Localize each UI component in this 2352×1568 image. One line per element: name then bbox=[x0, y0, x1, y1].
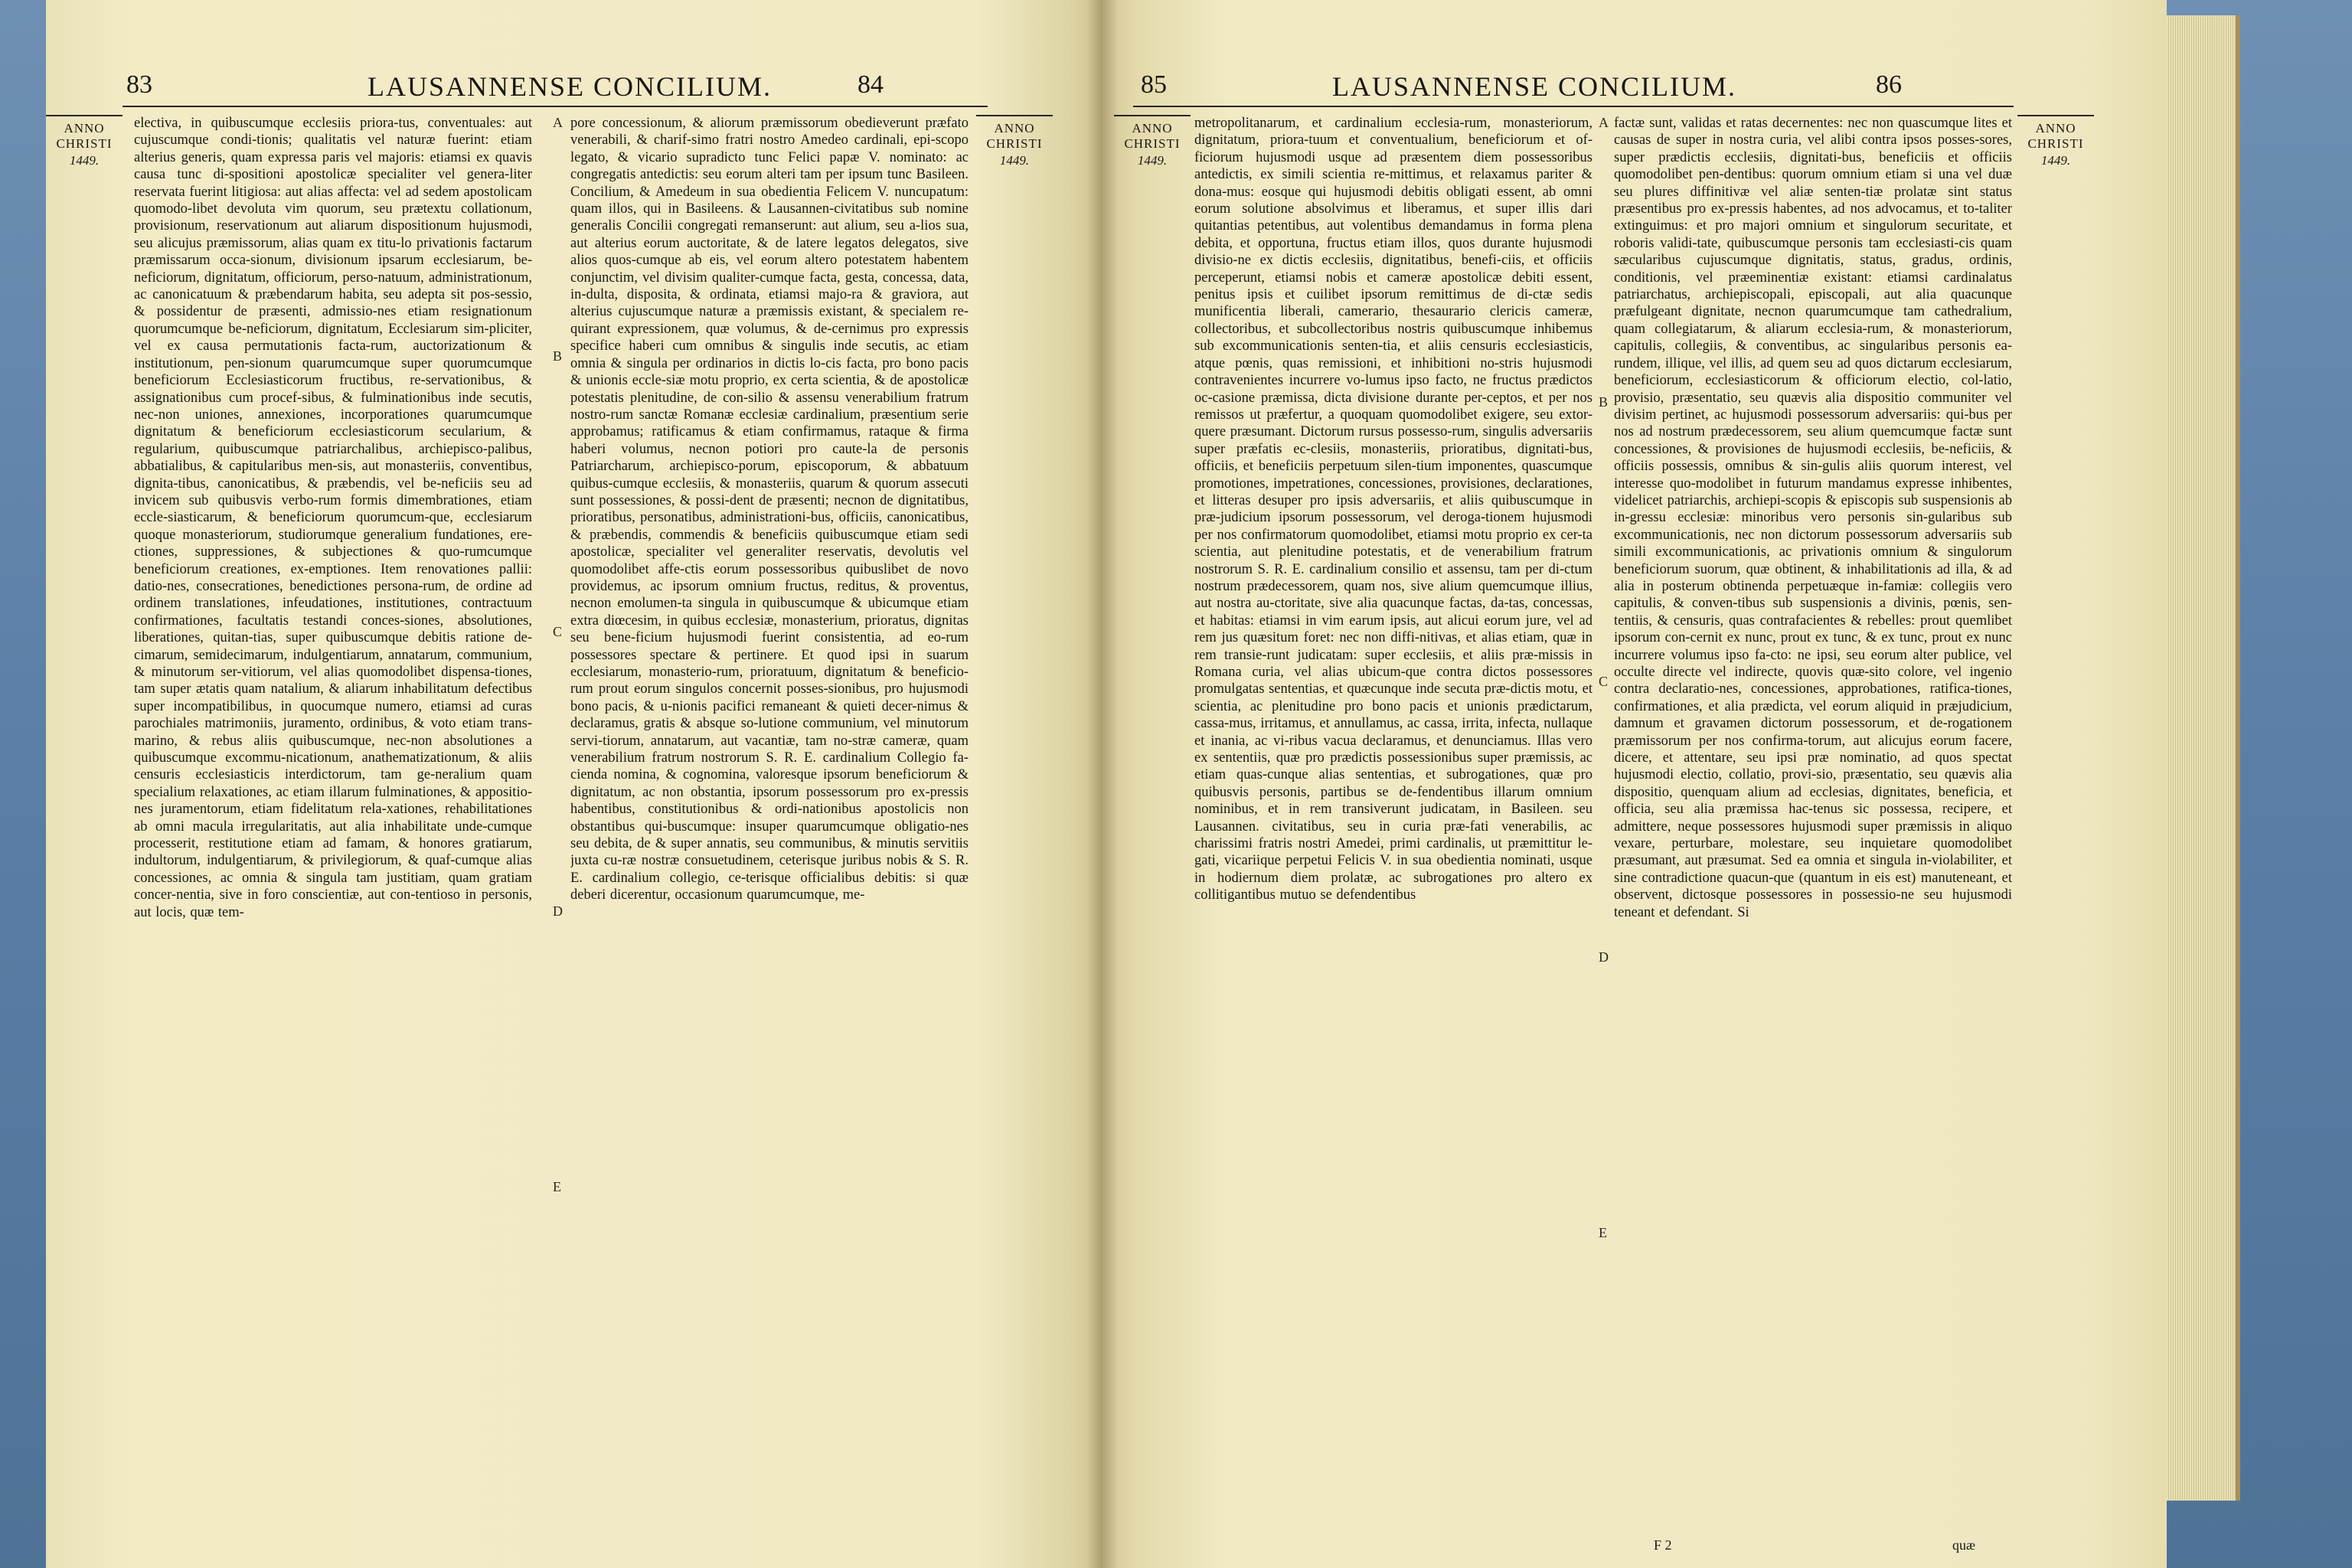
left-page-header bbox=[46, 70, 1102, 104]
text-column-1: electiva, in quibuscumque ecclesiis priora-tus, conventuales: aut cujuscumque condi-tionis; qualitatis vel naturæ fuerint: etiam alterius generis, quam expressa paris vel majoris: etiamsi ex quavis causa tunc di-spositioni apostolicæ specialiter vel genera-liter reservata fuerint litigiosa: aut alias affecta: vel ad sedem apostolicam quomodo-libet devoluta vim quorum, seu prætextu collationum, provisionum, reservationum aut aliarum dispositionum hujusmodi, seu alicujus præmissorum, alias quam ex titu-lo privationis factarum præmissarum occa-sionum, divisionum ipsarum ecclesiarum, be-neficiorum, dignitatum, officiorum, perso-natuum, administrationum, ac canonicatuum & præbendarum habita, seu adepta sit pos-sessio, & possidentur de præsenti, admissio-nes etiam resignationum quorumcumque be-neficiorum, dignitatum, Ecclesiarum sim-pliciter, vel ex causa permutationis facta-rum, auctorizationum & institutionum, pen-sionum quarumcumque super quorumcumque beneficiorum Ecclesiasticorum fructibus, re-servationibus, & assignationibus cum procef-sibus, & fulminationibus inde secutis, nec-non uniones, annexiones, incorporationes quarumcumque dignitatum & beneficiorum ecclesiasticorum secularium, & regularium, quibuscumque patriarchalibus, archiepisco-palibus, abbatialibus, & capitularibus men-sis, aut monasteriis, conventibus, dignita-tibus, canonicatibus, & præbendis, vel be-neficiis seu ad invicem sub quibusvis verbo-rum formis dimembrationes, etiam eccle-siasticarum, & beneficiorum quorumcum-que, ecclesiarum quoque monasteriorum, studiorumque generalium fundationes, ere-ctiones, suppressiones, & subjectiones & quo-rumcumque beneficiorum creationes, ex-emptiones. Item renovationes pallii: datio-nes, consecrationes, benedictiones persona-rum, de ordine ad ordinem translationes, infeudationes, institutiones, contractuum confirmationes, facultatis testandi conces-siones, absolutiones, liberationes, quitan-tias, super quibuscumque debitis ratione de-cimarum, semidecimarum, indulgentiarum, annatarum, communium, & minutorum ser-vitiorum, vel alias quomodolibet dispensa-tiones, tam super ætatis quam natalium, & aliarum inhabilitatum defectibus super incompatibilibus, in quocumque numero, etiamsi ad curas parochiales matrimoniis, juramento, ordinibus, & voto etiam trans-marino, & rebus aliis quibuscumque, nec-non absolutiones a quibuscumque excommu-nicationum, anathematizationum, & aliis censuris ecclesiasticis interdictorum, tam ge-neralium quam specialium relaxationes, ac etiam illarum fulminationes, & appositio-nes juramentorum, etiam fidelitatum rela-xationes, rehabilitationes ab omni macula irregularitatis, aut alia inhabilitate unde-cumque processerit, restitutione etiam ad famam, & honores gratiarum, indultorum, indulgentiarum, & privilegiorum, & quaf-cumque alias concessiones, ac omnia & singula tam justitiam, quam gratiam concer-nentia, sive in foro conscientiæ, aut con-tentioso in personis, aut locis, quæ tem- bbox=[134, 116, 532, 920]
left-page bbox=[46, 0, 1102, 1568]
margin-christi: CHRISTI bbox=[2027, 136, 2084, 151]
margin-year: 1449. bbox=[999, 153, 1030, 168]
section-letter-d: D bbox=[1599, 949, 1609, 965]
margin-rule bbox=[976, 115, 1053, 116]
section-letter-c: C bbox=[1599, 674, 1609, 689]
header-rule-left bbox=[122, 106, 988, 107]
section-letter-e: E bbox=[553, 1179, 561, 1194]
margin-note-left-inner bbox=[976, 115, 1053, 168]
margin-year: 1449. bbox=[69, 153, 100, 168]
page-number-83: 83 bbox=[126, 70, 152, 99]
page-edges bbox=[2167, 15, 2240, 1501]
margin-anno: ANNO bbox=[994, 121, 1035, 136]
section-letter-b: B bbox=[1599, 394, 1609, 410]
margin-note-right-inner bbox=[1114, 115, 1191, 168]
book-gutter bbox=[1087, 0, 1118, 1568]
page-number-86: 86 bbox=[1876, 70, 1902, 99]
margin-christi: CHRISTI bbox=[1124, 136, 1181, 151]
text-column-3: metropolitanarum, et cardinalium ecclesia-rum, monasteriorum, dignitatum, priora-tuum et conventualium, beneficiorum et of-ficiorum hujusmodi usque ad præsentem diem possessoribus antedictis, ex simili scientia re-mittimus, et relaxamus pariter & dona-mus: eosque qui hujusmodi debitis obligati essent, ab omni eorum solutione absolvimus et liberamus, et super illis dari quitantias petentibus, aut volentibus demandamus in forma plena debita, et opportuna, fructus etiam illos, quos durante hujusmodi divisio-ne ex dictis ecclesiis, dignitatibus, benefi-ciis, et officiis perceperunt, etiamsi nobis et cameræ apostolicæ debiti essent, penitus ipsis et cuilibet ipsorum remittimus de di-ctæ sedis munificentia liberali, camerario, thesaurario clericis cameræ, collectoribus, et subcollectoribus nostris quibuscumque inhibemus sub excommunicationis senten-tia, et aliis censuris ecclesiasticis, atque pœnis, quas remissioni, et inhibitioni no-stris hujusmodi contravenientes incurrere vo-lumus ipso facto, ne fructus prædictos oc-casione præmissa, dicta divisione durante per-ceptos, et per nos remissos ut præfertur, a quoquam quomodolibet exigere, seu extor-quere præsumant. Dictorum rursus possesso-rum, singulis adversariis super præfatis ec-clesiis, monasteriis, prioratibus, dignitati-bus, officiis, et beneficiis perpetuum silen-tium imponentes, quascumque promotiones, impetrationes, concessiones, provisiones, declarationes, et litteras desuper pro ipsis adversariis, et aliis quibuscumque in præ-judicium ipsorum possessorum, vel deroga-tionem hujusmodi per nos confirmatorum quomodolibet, etiamsi motu proprio ex cer-ta scientia, aut plenitudine potestatis, et de venerabilium fratrum nostrorum S. R. E. cardinalium consilio et assensu, tam per di-ctum nostrum prædecessorem, quam nos, sive alium quemcumque illius, aut nostra au-ctoritate, sive alia quacunque factas, da-tas, concessas, et habitas: etiamsi in vim earum ipsis, aut alicui eorum jure, vel ad rem jus quæsitum foret: nec non diffi-nitivas, et alias etiam, quæ in rem transie-runt judicatam: super ecclesiis, et aliis præ-missis in Romana curia, vel alias ubicum-que contra dictos possessores promulgatas sententias, et quæcunque inde secuta præ-dictis motu, et scientia, ac plenitudine pro bono pacis et unionis prædictarum, cassa-mus, irritamus, et annullamus, ac cassa, irrita, infecta, nullaque et inania, ac vi-ribus vacua declaramus, et denunciamus. Illas vero ex sententiis, quæ pro prædictis possessionibus super præmissis, ac etiam quas-cunque alias sententias, et subrogationes, quæ pro quibusvis personis, partibus se de-fendentibus illarum omnium nominibus, et in rem transiverunt judicatam, in Basileen. seu Lausannen. civitatibus, seu in curia præ-fati venerabilis, ac charissimi fratris nostri Amedei, primi cardinalis, ut præmittitur le-gati, vicariique perpetui Felicis V. in sua obedientia nominati, usque in hodiernum diem prolatæ, ac subrogationes pro altero ex collitigantibus mutuo se defendentibus bbox=[1194, 116, 1592, 903]
margin-anno: ANNO bbox=[64, 121, 105, 136]
catchword: quæ bbox=[1952, 1537, 1976, 1553]
margin-anno: ANNO bbox=[2035, 121, 2076, 136]
section-letter-d: D bbox=[553, 903, 563, 919]
margin-rule bbox=[1114, 115, 1191, 116]
margin-christi: CHRISTI bbox=[56, 136, 113, 151]
text-column-2: pore concessionum, & aliorum præmissorum obedieverunt præfato venerabili, & charif-simo fratri nostro Amedeo cardinali, epi-scopo legato, & vicario supradicto tunc Felici papæ V. nominato: ac congregatis antedictis: seu eorum alteri tam per ipsum tunc Basileen. Concilium, & Amedeum in sua obedientia Felicem V. nuncupatum: quam illos, qui in Basileens. & Lausannen-civitatibus sub nomine generalis Concilii congregati remanserunt: aut alium, seu a-lios sua, aut alterius eorum auctoritate, & de latere legatos delegatos, sive alios quos-cumque ab eis, vel eorum altero potestatem habentem conjunctim, vel divisim qualiter-cumque facta, gesta, concessa, data, in-dulta, disposita, & ordinata, etiamsi majo-ra & graviora, aut alterius cujuscumque naturæ a præmissis existant, & specialem re-quirant expressionem, quæ volumus, & de-cernimus pro expressis specifice haberi cum omnibus & singulis inde secutis, ac etiam omnia & singula per ordinarios in dictis lo-cis facta, pro bono pacis & unionis eccle-siæ motu proprio, ex certa scientia, & de apostolicæ potestatis plenitudine, de con-silio & assensu venerabilium fratrum nostro-rum sanctæ Romanæ ecclesiæ cardinalium, præsentium serie approbamus; ratificamus & etiam confirmamus, rataque & firma haberi volumus, necnon potiori pro caute-la de personis Patriarcharum, archiepisco-porum, episcoporum, & abbatuum quibus-cumque ecclesiis, & monasteriis, quarum & quorum assecuti sunt possessiones, & possi-dent de præsenti; necnon de dignitatibus, prioratibus, personatibus, administrationi-bus, officiis, canonicatibus, & præbendis, commendis & beneficiis quibuscumque etiam sedi apostolicæ, specialiter vel generaliter reservatis, devolutis vel quomodolibet affe-ctis eorum possessoribus quibuslibet de novo providemus, ac ipsorum omnium fructus, reditus, & proventus, necnon emolumen-ta singula in quibuscumque & ubicumque etiam extra diœcesim, in quibus ecclesiæ, monasterium, prioratus, dignitas seu bene-ficium hujusmodi fuerint consistentia, ad eo-rum possessores spectare & pertinere. Et quod ipsi in suarum ecclesiarum, monasterio-rum, prioratuum, dignitatum & beneficio-rum prout eorum singulos concernit posses-sionibus, pro hujusmodi bono pacis, & u-nionis pacifici remaneant & quieti decer-nimus & declaramus, gratis & absque so-lutione communium, vel minutorum servi-tiorum, annatarum, aut vacantiæ, tam no-stræ cameræ, quam venerabilium fratrum nostrorum S. R. E. cardinalium Collegio fa-cienda nomina, & cognomina, valoresque ipsorum beneficiorum & dignitatum, ac non obstantia, ipsorum possessorum pro ex-pressis habentibus, constitutionibus & ordi-nationibus apostolicis non obstantibus qui-buscumque: insuper quarumcumque obligatio-nes seu debita, de & super annatis, seu communibus, & minutis servitiis juxta cu-ræ nostræ consuetudinem, ceterisque juribus nobis & S. R. E. cardinalium collegio, ce-terisque officialibus debitis: si quæ deberi dicerentur, occasionum quarumcumque, me- bbox=[570, 116, 969, 903]
running-title-right: LAUSANNENSE CONCILIUM. bbox=[1332, 71, 1736, 102]
margin-note-left-outer bbox=[46, 115, 122, 168]
margin-note-right-outer bbox=[2017, 115, 2094, 168]
header-rule-right bbox=[1133, 106, 2014, 107]
section-letter-a: A bbox=[553, 115, 563, 130]
margin-anno: ANNO bbox=[1132, 121, 1173, 136]
margin-rule bbox=[46, 115, 122, 116]
signature-mark: F 2 bbox=[1654, 1537, 1672, 1553]
text-column-4: factæ sunt, validas et ratas decernentes: nec non quascumque lites et causas de super in nostra curia, vel alibi contra ipsos posses-sores, super prædictis ecclesiis, dignitati-bus, beneficiis et officiis quomodolibet pen-dentibus: quorum omnium etiam si una vel duæ seu plures diffinitivæ vel aliæ senten-tiæ prolatæ sint status præsentibus pro ex-pressis habentes, ad nos advocamus, et to-taliter extinguimus: et pro majori omnium et singulorum securitate, et roboris validi-tate, quibuscumque personis tam ecclesiasti-cis quam sæcularibus cujuscumque dignitatis, status, gradus, ordinis, conditionis, vel præeminentiæ existant: etiamsi cardinalatus patriarchatus, archiepiscopali, episcopali, aut alia quacunque præfulgeant dignitate, necnon quarumcumque tam cathedralium, quam collegiatarum, & aliarum ecclesia-rum, & monasteriorum, capitulis, collegiis, & conventibus, ac singularibus personis ea-rundem, illique, vel illis, ad quem seu ad quos dictarum ecclesiarum, beneficiorum, ecclesiasticorum & officiorum electio, col-latio, provisio, præsentatio, seu quævis alia dispositio communiter vel divisim pertinet, ac hujusmodi possessorum adversariis: qui-bus per nos ad nostrum prædecessorem, seu alium quemcumque factæ sunt concessiones, & provisiones de hujusmodi ecclesiis, be-neficiis, & officiis possessis, omnibus & sin-gulis aliis quorum interest, vel interesse quo-modolibet in futurum mandamus expresse inhibentes, videlicet patriarchis, archiepi-scopis & episcopis sub suspensionis ab in-gressu ecclesiæ: minoribus vero personis sin-gularibus sub excommunicationis, nec non dictorum possessorum adversariis sub simili excommunicationis, ac privationis omnium & singulorum beneficiorum suorum, quæ obtinent, & inhabilitationis ad illa, & ad alia in posterum obtinenda perpetuæque in-famiæ: collegiis vero capitulis, & conven-tibus sub suspensionis a divinis, pœnis, sen-tentiis, & censuris, quas contrafacientes & rebelles: prout quemlibet ipsorum con-cernit ex nunc, prout ex tunc, & ex tunc, prout ex nunc incurrere volumus ipso fa-cto: ne ipsi, seu eorum alter publice, vel occulte directe vel indirecte, quovis quæ-sito colore, vel ingenio contra declaratio-nes, concessiones, approbationes, ratifica-tiones, confirmationes, et alia prædicta, vel eorum aliquid in præjudicium, damnum et gravamen dictorum possessorum, et de-rogationem præmissorum per nos confirma-torum, aut alicujus eorum facere, dicere, et attentare, seu ipsi præ nominatio, ad quos spectat hujusmodi electio, collatio, provi-sio, præsentatio, seu quævis alia dispositio, quenquam alium ad ecclesias, dignitates, beneficia, et officia, seu alia præmissa hac-tenus sic possessa, recipere, et admittere, neque possessores hujusmodi super præmissis in aliquo vexare, perturbare, molestare, seu inquietare quomodolibet præsumant, aut præsumat. Sed ea omnia et singula in-violabiliter, et sine contradictione quacun-que (quantum in eis est) manuteneant, et observent, dictosque possessores in possessio-ne seu hujusmodi teneant et defendant. Si bbox=[1614, 116, 2012, 920]
page-number-84: 84 bbox=[858, 70, 884, 99]
right-page-header bbox=[1102, 70, 2167, 104]
page-number-85: 85 bbox=[1141, 70, 1167, 99]
section-letter-b: B bbox=[553, 348, 563, 364]
section-letter-a: A bbox=[1599, 115, 1609, 130]
running-title-left: LAUSANNENSE CONCILIUM. bbox=[368, 71, 772, 102]
open-book bbox=[46, 0, 2190, 1568]
section-letter-c: C bbox=[553, 624, 563, 639]
margin-rule bbox=[2017, 115, 2094, 116]
section-letter-e: E bbox=[1599, 1225, 1607, 1240]
margin-year: 1449. bbox=[2040, 153, 2071, 168]
right-page bbox=[1102, 0, 2167, 1568]
margin-christi: CHRISTI bbox=[986, 136, 1043, 151]
margin-year: 1449. bbox=[1137, 153, 1168, 168]
